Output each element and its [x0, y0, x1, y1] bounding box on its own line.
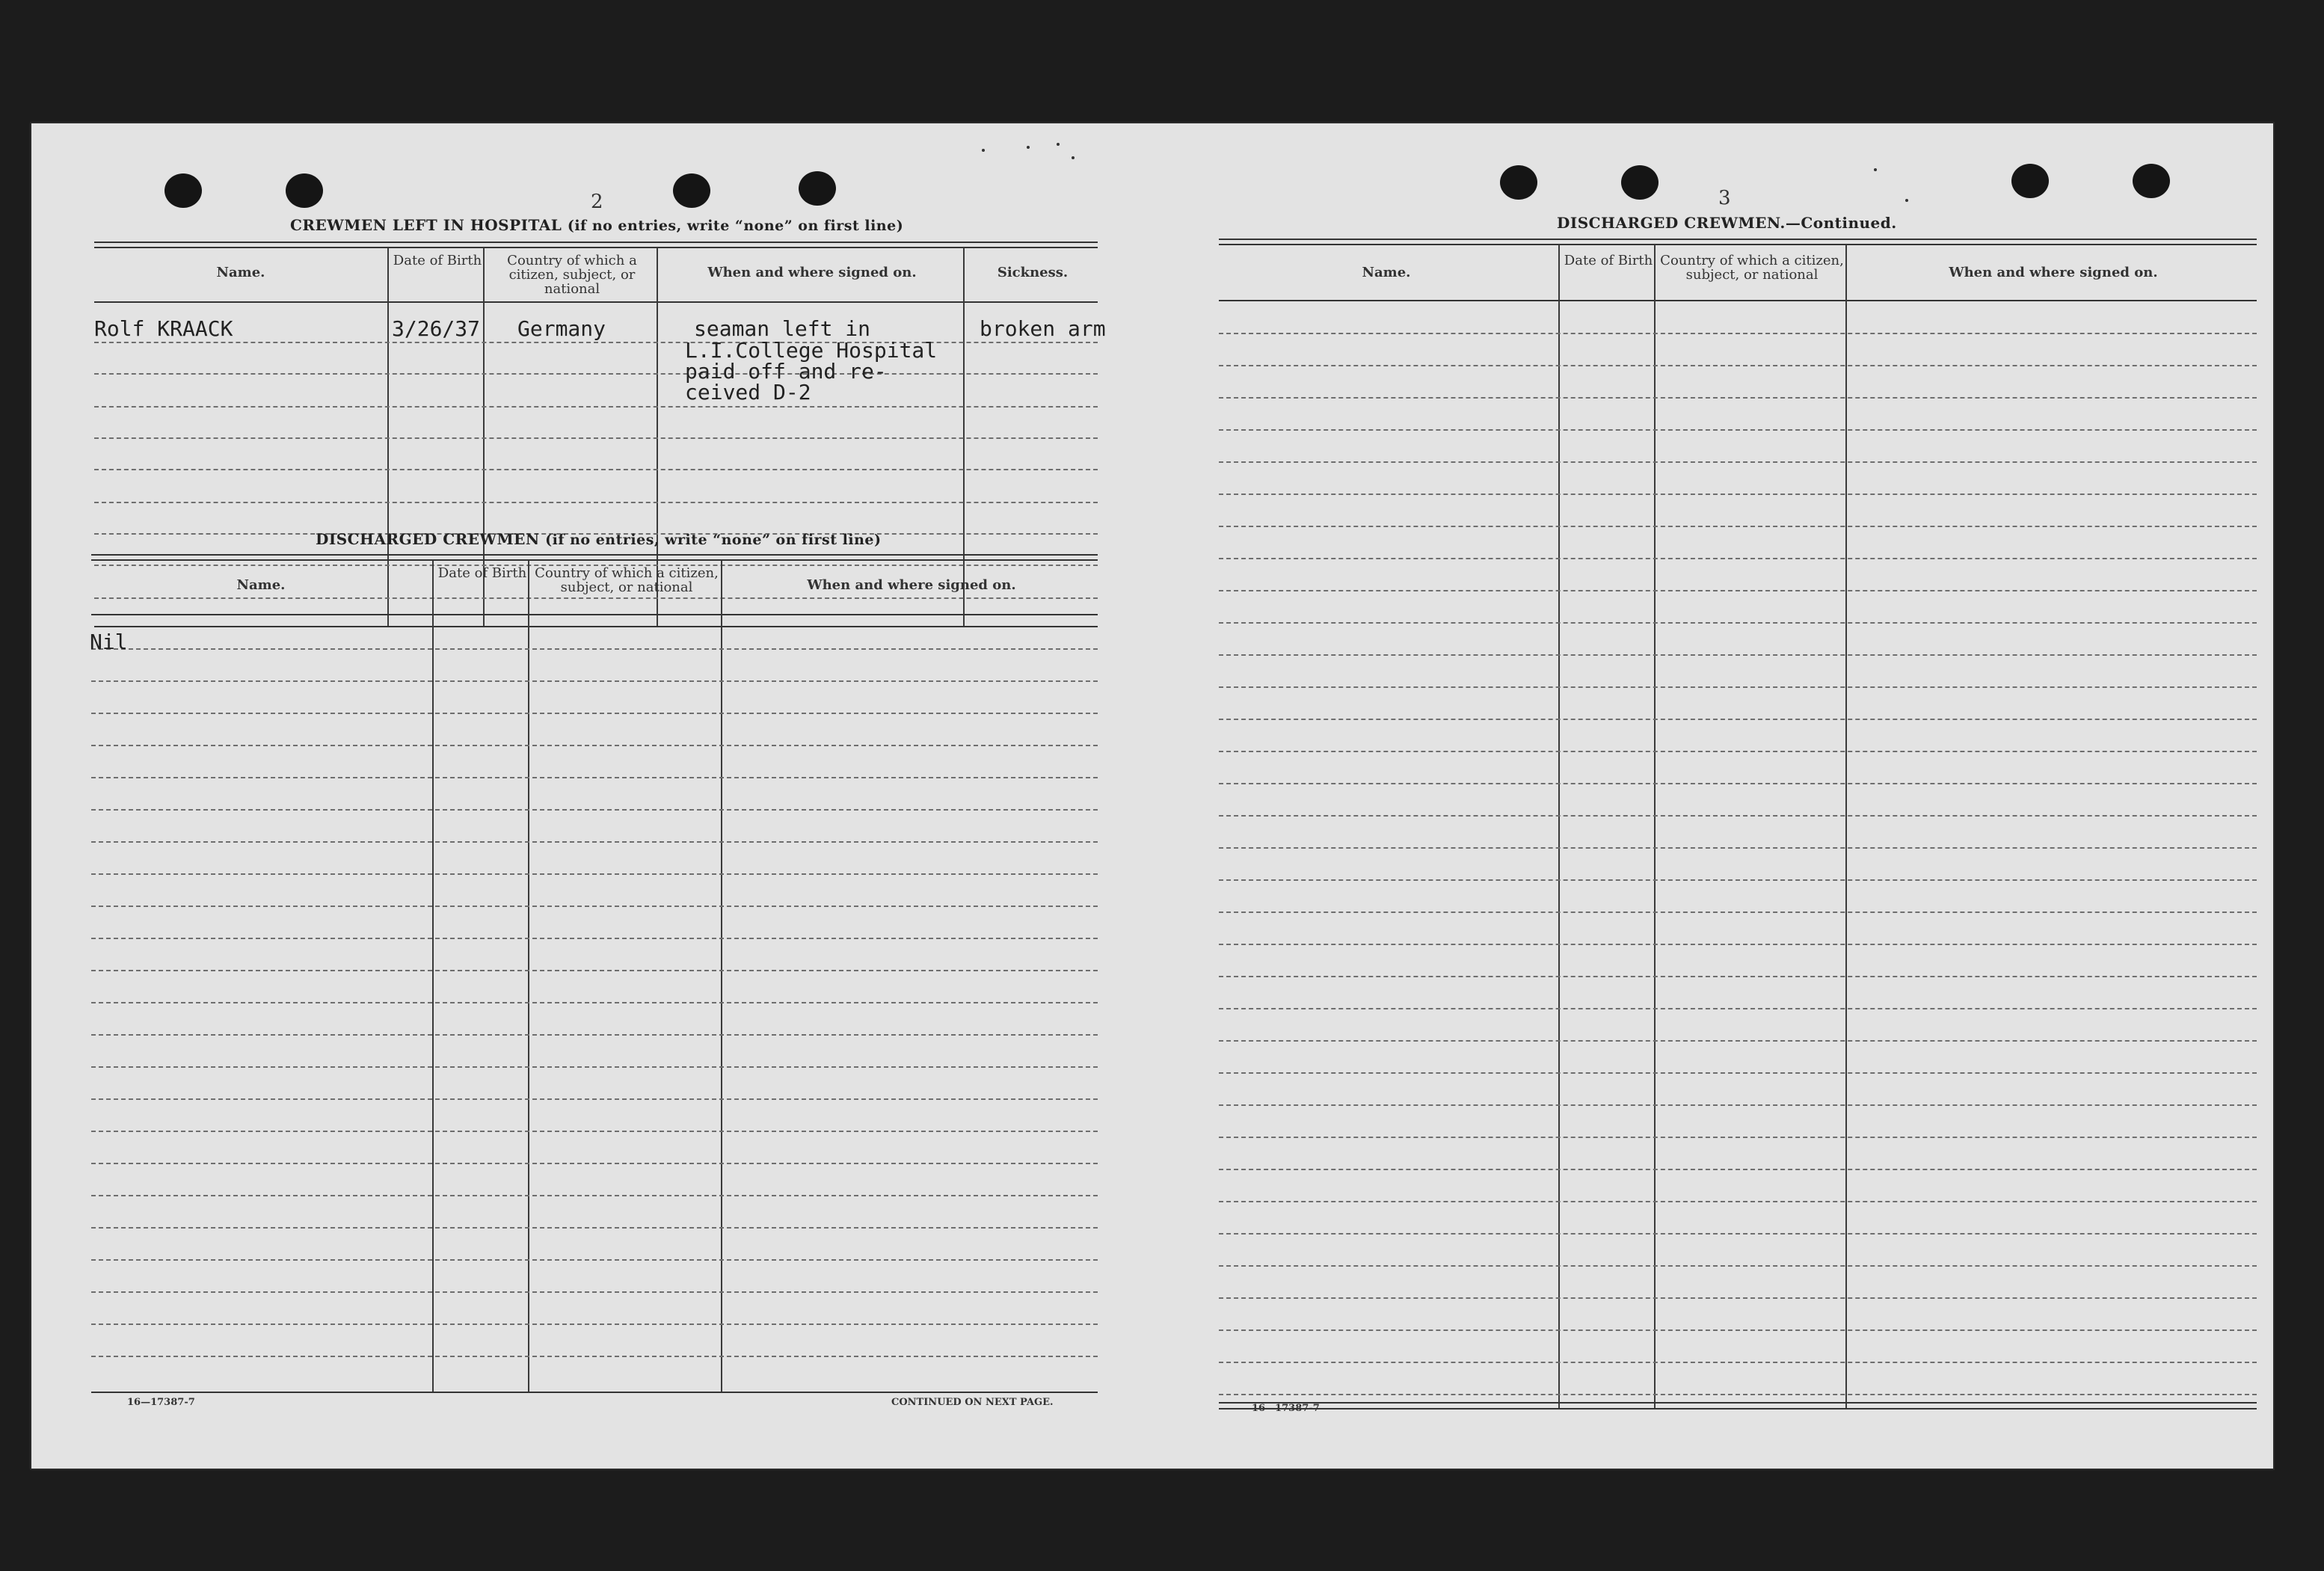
- discharged-entry-name: Nil: [90, 630, 128, 654]
- punch-hole: [165, 173, 202, 208]
- entry-line: [91, 680, 1098, 682]
- column-divider: [963, 248, 965, 626]
- speck: [1057, 143, 1060, 146]
- entry-line: [91, 1163, 1098, 1164]
- entry-line: [1219, 526, 2257, 527]
- punch-hole: [1621, 165, 1659, 200]
- entry-line: [1219, 686, 2257, 688]
- rule: [1219, 1402, 2257, 1404]
- col-header-name: Name.: [236, 577, 286, 593]
- page-number-left: 2: [591, 191, 603, 213]
- column-divider: [432, 560, 434, 1392]
- entry-line: [91, 648, 1098, 650]
- entry-line: [91, 1323, 1098, 1325]
- entry-line: [1219, 397, 2257, 399]
- entry-line: [91, 1227, 1098, 1229]
- hospital-entry-signed-on-line4: ceived D-2: [685, 380, 811, 405]
- form-number-left: 16—17387-7: [127, 1397, 195, 1408]
- entry-line: [94, 502, 1098, 503]
- entry-line: [94, 406, 1098, 408]
- rule: [94, 247, 1098, 248]
- col-header-country: Country of which a citizen, subject, or national: [507, 253, 637, 297]
- column-divider: [721, 560, 722, 1392]
- entry-line: [1219, 879, 2257, 881]
- punch-hole: [2011, 164, 2049, 198]
- entry-line: [1219, 558, 2257, 559]
- discharged-continued-title: DISCHARGED CREWMEN.—Continued.: [1557, 214, 1897, 232]
- hospital-entry-signed-on-line1: seaman left in: [694, 316, 871, 341]
- entry-line: [91, 745, 1098, 746]
- rule: [1219, 239, 2257, 240]
- entry-line: [91, 1066, 1098, 1068]
- entry-line: [91, 873, 1098, 875]
- discharged-instruction: (if no entries, write “none” on first line): [545, 532, 882, 548]
- entry-line: [91, 1356, 1098, 1357]
- entry-line: [91, 938, 1098, 939]
- entry-line: [1219, 1329, 2257, 1331]
- entry-line: [91, 777, 1098, 778]
- entry-line: [1219, 1008, 2257, 1009]
- rule: [91, 554, 1098, 556]
- entry-line: [1219, 333, 2257, 334]
- rule: [94, 301, 1098, 303]
- rule: [94, 242, 1098, 243]
- entry-line: [1219, 622, 2257, 624]
- col-header-dob: Date of Birth: [437, 565, 527, 581]
- entry-line: [91, 970, 1098, 971]
- rule: [1219, 244, 2257, 245]
- entry-line: [1219, 976, 2257, 977]
- entry-line: [1219, 1297, 2257, 1299]
- entry-line: [1219, 847, 2257, 849]
- col-header-country: Country of which a citizen, subject, or national: [1660, 253, 1844, 283]
- entry-line: [1219, 461, 2257, 463]
- entry-line: [1219, 1362, 2257, 1363]
- continued-notice: CONTINUED ON NEXT PAGE.: [891, 1397, 1054, 1408]
- entry-line: [1219, 365, 2257, 366]
- entry-line: [94, 373, 1098, 375]
- col-header-signed-on: When and where signed on.: [807, 577, 1016, 593]
- entry-line: [94, 437, 1098, 439]
- col-header-signed-on: When and where signed on.: [707, 265, 917, 280]
- entry-line: [91, 1098, 1098, 1100]
- speck: [1874, 168, 1877, 171]
- col-header-dob: Date of Birth: [1564, 253, 1653, 268]
- entry-line: [1219, 1072, 2257, 1074]
- entry-line: [1219, 590, 2257, 591]
- rule: [1219, 300, 2257, 301]
- rule: [91, 559, 1098, 561]
- entry-line: [1219, 815, 2257, 817]
- hospital-entry-dob: 3/26/37: [392, 316, 481, 341]
- entry-line: [1219, 1233, 2257, 1235]
- entry-line: [91, 1002, 1098, 1003]
- col-header-sickness: Sickness.: [997, 265, 1069, 280]
- hospital-entry-signed-on-line3: paid off and re-: [685, 359, 887, 384]
- punch-hole: [799, 171, 836, 206]
- column-divider: [528, 560, 529, 1392]
- entry-line: [1219, 1137, 2257, 1138]
- entry-line: [1219, 1169, 2257, 1170]
- entry-line: [94, 342, 1098, 343]
- speck: [982, 149, 985, 152]
- rule: [91, 1392, 1098, 1393]
- discharged-title-text: DISCHARGED CREWMEN: [316, 530, 540, 548]
- col-header-name: Name.: [216, 265, 265, 280]
- hospital-entry-signed-on-line2: L.I.College Hospital: [685, 338, 938, 363]
- entry-line: [1219, 1265, 2257, 1267]
- document-sheet: [30, 122, 2275, 1470]
- entry-line: [91, 1131, 1098, 1132]
- form-number-right: 16—17387-7: [1252, 1403, 1320, 1414]
- speck: [1027, 146, 1030, 149]
- punch-hole: [2133, 164, 2170, 198]
- col-header-dob: Date of Birth: [393, 253, 482, 268]
- entry-line: [91, 1291, 1098, 1293]
- hospital-entry-name: Rolf KRAACK: [94, 316, 233, 341]
- entry-line: [91, 906, 1098, 907]
- entry-line: [91, 1259, 1098, 1261]
- entry-line: [1219, 654, 2257, 656]
- entry-line: [94, 597, 1098, 599]
- entry-line: [1219, 719, 2257, 720]
- entry-line: [91, 809, 1098, 811]
- page-number-right: 3: [1718, 187, 1731, 209]
- speck: [1072, 156, 1075, 159]
- col-header-signed-on: When and where signed on.: [1949, 265, 2158, 280]
- entry-line: [91, 713, 1098, 714]
- hospital-title-text: CREWMEN LEFT IN HOSPITAL: [290, 216, 562, 234]
- entry-line: [1219, 1394, 2257, 1395]
- entry-line: [91, 841, 1098, 843]
- entry-line: [94, 469, 1098, 470]
- rule: [94, 626, 1098, 627]
- entry-line: [1219, 944, 2257, 945]
- entry-line: [1219, 1040, 2257, 1042]
- punch-hole: [673, 173, 710, 208]
- entry-line: [1219, 751, 2257, 752]
- discharged-section-title: [316, 530, 881, 548]
- speck: [1905, 199, 1908, 202]
- entry-line: [1219, 494, 2257, 495]
- column-divider: [387, 248, 389, 626]
- entry-line: [1219, 783, 2257, 784]
- punch-hole: [286, 173, 323, 208]
- punch-hole: [1500, 165, 1537, 200]
- entry-line: [1219, 1104, 2257, 1106]
- hospital-instruction: (if no entries, write “none” on first line): [567, 218, 904, 234]
- entry-line: [1219, 911, 2257, 913]
- rule: [1219, 1408, 2257, 1409]
- hospital-section-title: [290, 216, 903, 234]
- hospital-entry-sickness: broken arm: [980, 316, 1106, 341]
- col-header-name: Name.: [1362, 265, 1411, 280]
- col-header-country: Country of which a citizen, subject, or national: [535, 565, 719, 595]
- entry-line: [1219, 1201, 2257, 1202]
- hospital-entry-country: Germany: [517, 316, 606, 341]
- entry-line: [1219, 429, 2257, 431]
- entry-line: [91, 1195, 1098, 1196]
- rule: [91, 614, 1098, 615]
- entry-line: [91, 1034, 1098, 1036]
